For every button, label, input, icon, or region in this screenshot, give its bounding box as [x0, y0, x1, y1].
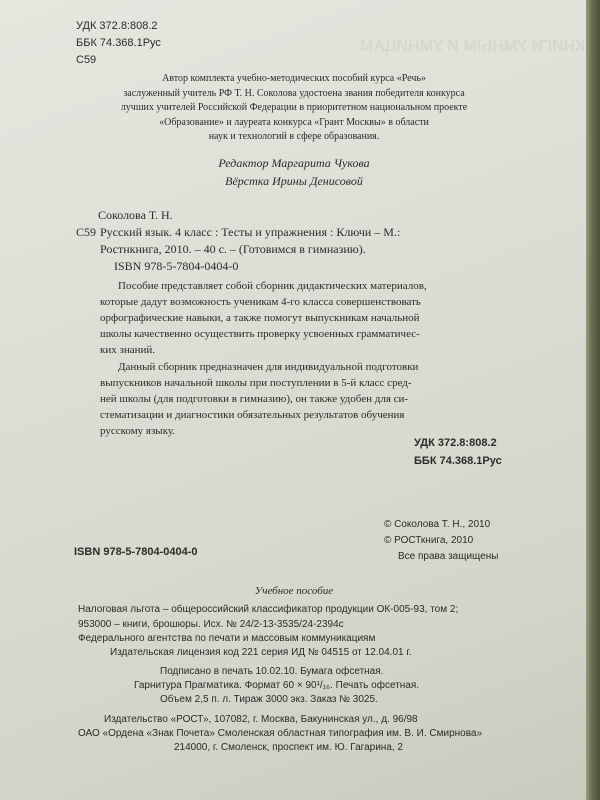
header-udk: УДК 372.8:808.2 [76, 20, 158, 32]
editor-credit: Редактор Маргарита Чукова [218, 156, 370, 170]
catalog-code: С59 [76, 225, 97, 239]
copyright-line: © РОСТкнига, 2010 [384, 535, 474, 546]
description-line: орфографические навыки, а также помогут выпускникам начальной [100, 312, 420, 324]
author-note-line: наук и технологий в сфере образования. [208, 131, 380, 142]
description-line: школы качественно осуществить проверку усвоенных грамматичес- [100, 328, 420, 340]
imprint-line: Издательская лицензия код 221 серия ИД № 04515 от 12.04.01 г. [110, 647, 412, 658]
author-note-line: «Образование» и лауреата конкурса «Грант Москвы» в области [159, 117, 429, 128]
header-code: С59 [76, 54, 97, 66]
description-line: ких знаний. [100, 344, 156, 356]
description-line: русскому языку. [100, 425, 176, 437]
author-note-line: заслуженный учитель РФ Т. Н. Соколова удостоена звания победителя конкурса [123, 88, 465, 99]
description-line: Пособие представляет собой сборник дидактических материалов, [118, 280, 427, 292]
description-line: которые дадут возможность ученикам 4-го класса совершенствовать [100, 296, 421, 308]
imprint-line: 953000 – книги, брошюры. Исх. № 24/2-13-3535/24-2394с [78, 619, 344, 630]
header-bbk: ББК 74.368.1Рус [76, 37, 161, 49]
copyright-line: Все права защищены [398, 551, 499, 562]
page-edge-shadow [586, 0, 600, 800]
author-note-line: лучших учителей Российской Федерации в приоритетном национальном проекте [120, 102, 468, 113]
copyright-line: © Соколова Т. Н., 2010 [384, 519, 491, 530]
show-through-text: КНИГИ УМНЫМ И УМНИЦАМ [360, 38, 585, 55]
imprint-line: 214000, г. Смоленск, проспект им. Ю. Гагарина, 2 [174, 742, 403, 753]
isbn-bottom: ISBN 978-5-7804-0404-0 [74, 546, 198, 558]
imprint-line: Налоговая льгота – общероссийский классификатор продукции ОК-005-93, том 2; [78, 604, 459, 615]
imprint-line: Издательство «РОСТ», 107082, г. Москва, Бакунинская ул., д. 96/98 [104, 714, 418, 725]
catalog-author: Соколова Т. Н. [98, 208, 173, 222]
layout-credit: Вёрстка Ирины Денисовой [225, 174, 363, 188]
description-line: выпускников начальной школы при поступлении в 5-й класс сред- [100, 377, 412, 389]
description-line: Данный сборник предназначен для индивидуальной подготовки [118, 361, 419, 373]
imprint-title: Учебное пособие [254, 585, 334, 597]
description-line: ней школы (для подготовки в гимназию), он также удобен для си- [100, 393, 409, 405]
classification-bbk: ББК 74.368.1Рус [414, 455, 502, 467]
catalog-isbn: ISBN 978-5-7804-0404-0 [114, 259, 239, 273]
catalog-publisher: Ростнкнига, 2010. – 40 с. – (Готовимся в гимназию). [100, 242, 366, 256]
catalog-title: Русский язык. 4 класс : Тесты и упражнения : Ключи – М.: [100, 225, 401, 239]
imprint-line: Объем 2,5 п. л. Тираж 3000 экз. Заказ № 3025. [160, 694, 378, 705]
imprint-line: Федерального агентства по печати и массовым коммуникациям [78, 633, 376, 644]
imprint-line: Подписано в печать 10.02.10. Бумага офсетная. [160, 666, 384, 677]
author-note-line: Автор комплекта учебно-методических пособий курса «Речь» [162, 73, 426, 84]
classification-udk: УДК 372.8:808.2 [414, 437, 497, 449]
description-line: стематизации и диагностики обязательных результатов обучения [100, 409, 405, 421]
imprint-line: Гарнитура Прагматика. Формат 60 × 90¹/₁₆. Печать офсетная. [134, 680, 420, 691]
imprint-line: ОАО «Ордена «Знак Почета» Смоленская областная типография им. В. И. Смирнова» [78, 728, 483, 739]
